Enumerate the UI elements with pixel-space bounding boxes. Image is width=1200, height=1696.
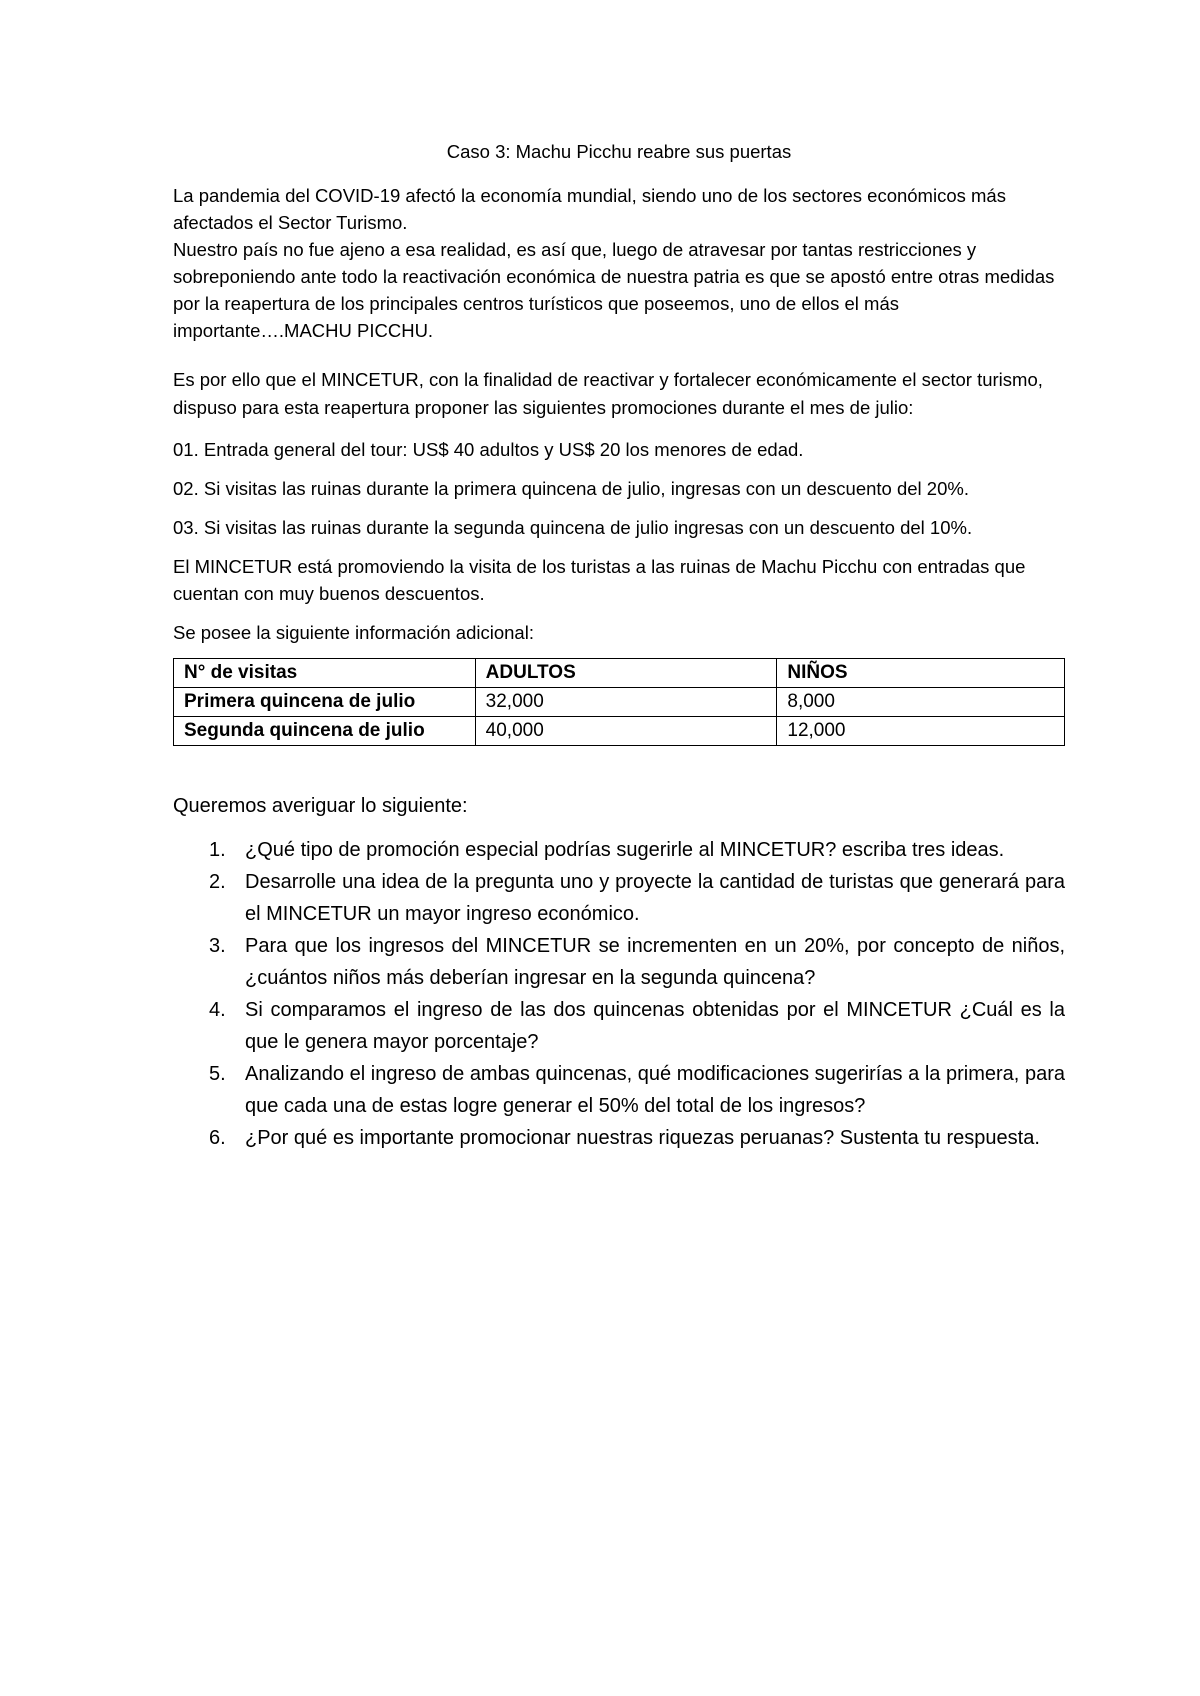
table-header-cell: NIÑOS xyxy=(777,659,1065,688)
question-item xyxy=(173,1058,1065,1122)
table-cell: Primera quincena de julio xyxy=(174,688,476,717)
table-header-cell: ADULTOS xyxy=(475,659,777,688)
promotion-note: El MINCETUR está promoviendo la visita de los turistas a las ruinas de Machu Picchu con entradas que cuentan con muy buenos descuentos. xyxy=(173,556,1026,604)
question-text: ¿Qué tipo de promoción especial podrías sugerirle al MINCETUR? escriba tres ideas. xyxy=(245,839,1005,861)
question-number: 5. xyxy=(209,1063,226,1085)
intro-paragraph-2: Nuestro país no fue ajeno a esa realidad, es así que, luego de atravesar por tantas restricciones y sobreponiendo ante todo la reactivación económica de nuestra patria es que se apostó entre otras medidas por la reapertura de los principales centros turísticos que poseemos, uno de ellos el más importante….MACHU PICCHU. xyxy=(173,239,1055,341)
promotion-item: 03. Si visitas las ruinas durante la segunda quincena de julio ingresas con un descuento del 10%. xyxy=(173,517,973,538)
question-text: ¿Por qué es importante promocionar nuestras riquezas peruanas? Sustenta tu respuesta. xyxy=(245,1127,1040,1149)
question-text: Analizando el ingreso de ambas quincenas, qué modificaciones sugerirías a la primera, para que cada una de estas logre generar el 50% del total de los ingresos? xyxy=(245,1063,1065,1117)
document-page xyxy=(173,140,1065,1154)
table-cell: 12,000 xyxy=(777,717,1065,746)
table-header-cell: N° de visitas xyxy=(174,659,476,688)
questions-intro: Queremos averiguar lo siguiente: xyxy=(173,795,468,817)
table-cell: 32,000 xyxy=(475,688,777,717)
table-row xyxy=(174,688,1065,717)
intro-section xyxy=(173,182,1065,344)
question-number: 2. xyxy=(209,871,226,893)
visits-table xyxy=(173,658,1065,746)
promotions-list xyxy=(173,436,1065,541)
question-number: 3. xyxy=(209,935,226,957)
question-text: Si comparamos el ingreso de las dos quincenas obtenidas por el MINCETUR ¿Cuál es la que le genera mayor porcentaje? xyxy=(245,999,1065,1053)
question-number: 1. xyxy=(209,839,226,861)
document-title: Caso 3: Machu Picchu reabre sus puertas xyxy=(446,141,792,162)
table-cell: 8,000 xyxy=(777,688,1065,717)
question-item xyxy=(173,930,1065,994)
promotion-item: 02. Si visitas las ruinas durante la primera quincena de julio, ingresas con un descuento del 20%. xyxy=(173,478,969,499)
question-item xyxy=(173,834,1065,866)
mincetur-paragraph: Es por ello que el MINCETUR, con la finalidad de reactivar y fortalecer económicamente el sector turismo, dispuso para esta reapertura proponer las siguientes promociones durante el mes de julio: xyxy=(173,369,1043,418)
table-cell: 40,000 xyxy=(475,717,777,746)
table-row xyxy=(174,717,1065,746)
table-cell: Segunda quincena de julio xyxy=(174,717,476,746)
questions-list xyxy=(173,834,1065,1154)
additional-info-label: Se posee la siguiente información adicional: xyxy=(173,622,534,643)
question-item xyxy=(173,866,1065,930)
intro-paragraph-1: La pandemia del COVID-19 afectó la economía mundial, siendo uno de los sectores económicos más afectados el Sector Turismo. xyxy=(173,185,1006,233)
question-item xyxy=(173,1122,1065,1154)
question-number: 6. xyxy=(209,1127,226,1149)
table-header-row xyxy=(174,659,1065,688)
question-number: 4. xyxy=(209,999,226,1021)
question-text: Desarrolle una idea de la pregunta uno y proyecte la cantidad de turistas que generará para el MINCETUR un mayor ingreso económico. xyxy=(245,871,1065,925)
question-item xyxy=(173,994,1065,1058)
question-text: Para que los ingresos del MINCETUR se incrementen en un 20%, por concepto de niños, ¿cuántos niños más deberían ingresar en la segunda quincena? xyxy=(245,935,1065,989)
promotion-item: 01. Entrada general del tour: US$ 40 adultos y US$ 20 los menores de edad. xyxy=(173,439,804,460)
